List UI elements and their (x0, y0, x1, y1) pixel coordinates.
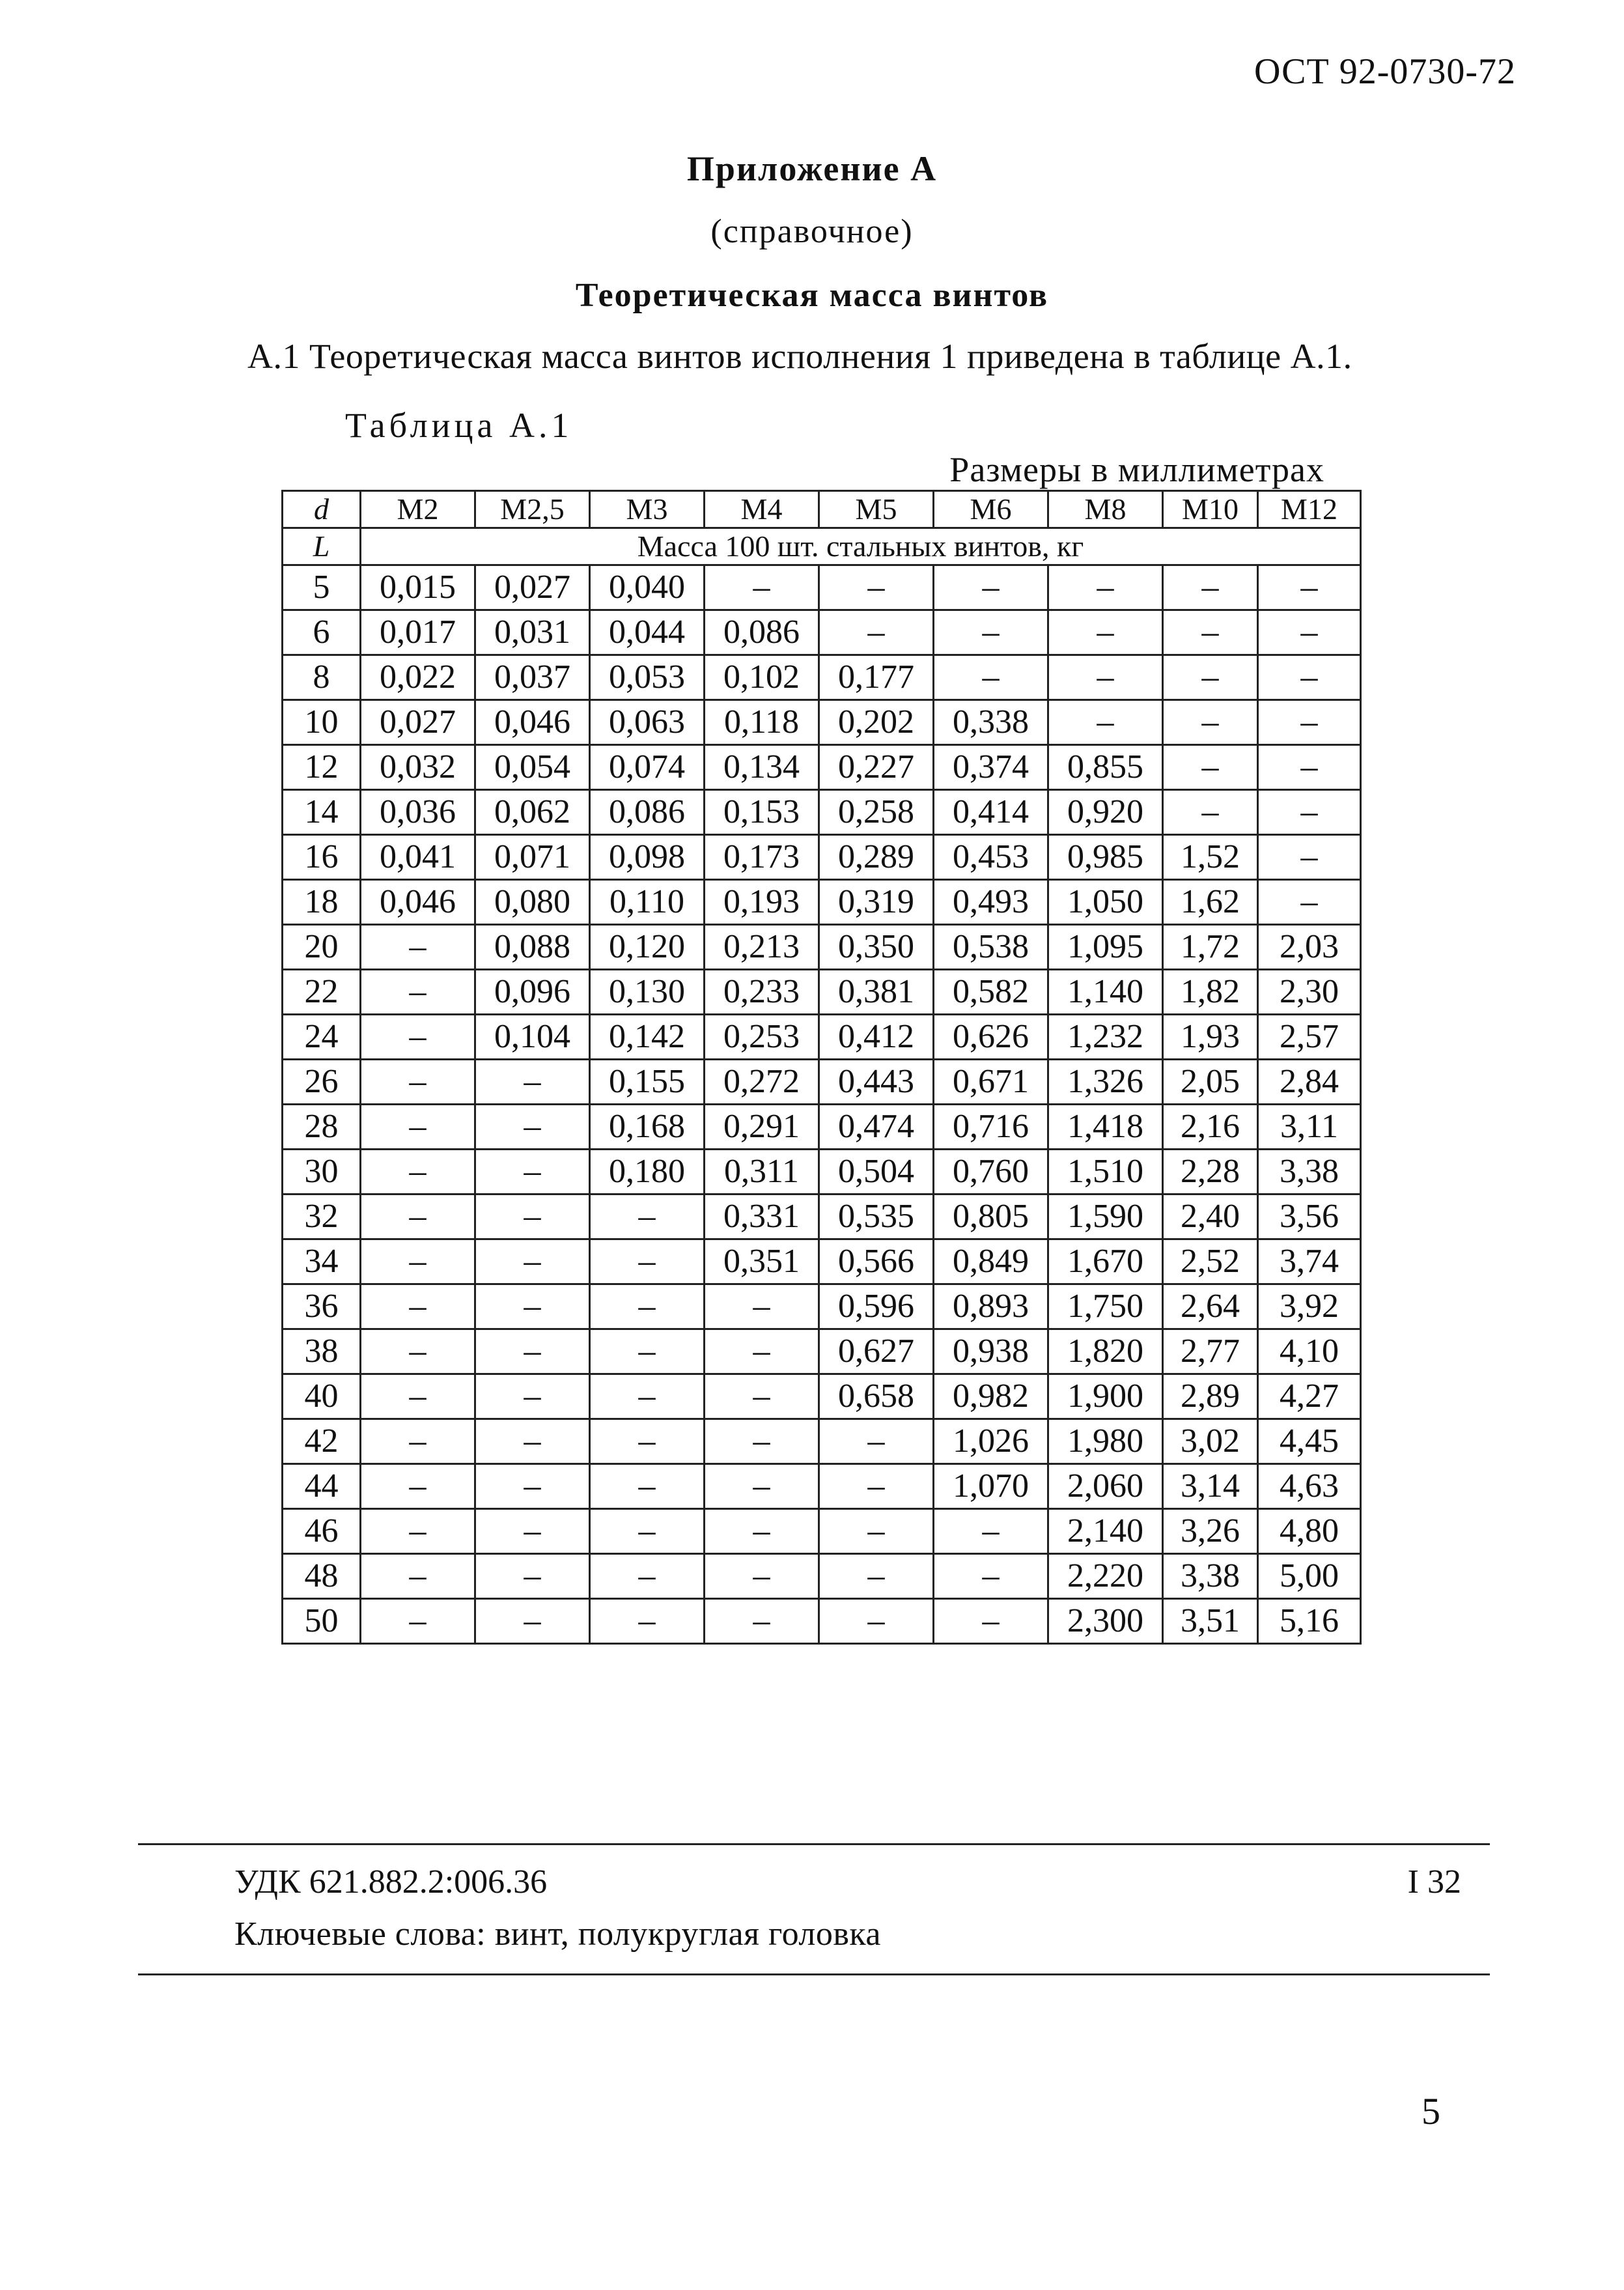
table-row (283, 1105, 1361, 1150)
mass-cell: 2,77 (1163, 1329, 1258, 1374)
mass-cell: 0,074 (590, 745, 705, 790)
section-title: Теоретическая масса винтов (575, 277, 1049, 314)
mass-cell: – (590, 1284, 705, 1329)
mass-cell: – (705, 1284, 819, 1329)
mass-cell: 0,805 (934, 1194, 1048, 1239)
mass-cell: 2,300 (1048, 1599, 1163, 1644)
mass-cell: 1,820 (1048, 1329, 1163, 1374)
mass-cell: 2,40 (1163, 1194, 1258, 1239)
mass-cell: 0,258 (819, 790, 934, 835)
length-cell: 6 (283, 610, 361, 655)
mass-cell: 0,381 (819, 970, 934, 1015)
mass-cell: – (590, 1509, 705, 1554)
mass-cell: – (361, 1599, 475, 1644)
mass-cell: – (475, 1374, 590, 1419)
mass-cell: 2,03 (1258, 925, 1361, 970)
mass-cell: – (1258, 835, 1361, 880)
length-cell: 48 (283, 1554, 361, 1599)
mass-cell: – (361, 1284, 475, 1329)
mass-cell: 1,82 (1163, 970, 1258, 1015)
table-row (283, 745, 1361, 790)
mass-cell: – (590, 1554, 705, 1599)
length-cell: 18 (283, 880, 361, 925)
mass-cell: 0,041 (361, 835, 475, 880)
mass-cell: 0,849 (934, 1239, 1048, 1284)
column-header-cell: М8 (1048, 491, 1163, 528)
mass-cell: 0,173 (705, 835, 819, 880)
mass-cell: 4,63 (1258, 1464, 1361, 1509)
mass-cell: – (705, 1554, 819, 1599)
appendix-type: (справочное) (710, 213, 914, 250)
mass-cell: 0,443 (819, 1060, 934, 1105)
length-cell: 8 (283, 655, 361, 700)
mass-cell: 0,142 (590, 1015, 705, 1060)
mass-cell: 0,017 (361, 610, 475, 655)
length-cell: 46 (283, 1509, 361, 1554)
mass-cell: 1,232 (1048, 1015, 1163, 1060)
table-row (283, 1374, 1361, 1419)
mass-cell: 0,716 (934, 1105, 1048, 1150)
mass-cell: 0,982 (934, 1374, 1048, 1419)
mass-cell: 0,350 (819, 925, 934, 970)
mass-cell: 0,331 (705, 1194, 819, 1239)
length-cell: 24 (283, 1015, 361, 1060)
mass-cell: 0,311 (705, 1150, 819, 1194)
mass-cell: 0,037 (475, 655, 590, 700)
mass-cell: 0,535 (819, 1194, 934, 1239)
mass-cell: – (819, 1554, 934, 1599)
length-cell: 34 (283, 1239, 361, 1284)
table-row (283, 1150, 1361, 1194)
table-subheader-row (283, 528, 1361, 565)
mass-cell: 1,026 (934, 1419, 1048, 1464)
mass-cell: 0,180 (590, 1150, 705, 1194)
mass-cell: – (1258, 790, 1361, 835)
mass-cell: – (1048, 565, 1163, 610)
length-cell: 22 (283, 970, 361, 1015)
mass-cell: 0,227 (819, 745, 934, 790)
mass-cell: 1,750 (1048, 1284, 1163, 1329)
mass-cell: 3,26 (1163, 1509, 1258, 1554)
mass-cell: 0,032 (361, 745, 475, 790)
mass-cell: – (361, 1015, 475, 1060)
mass-cell: 1,326 (1048, 1060, 1163, 1105)
mass-cell: 0,626 (934, 1015, 1048, 1060)
mass-cell: – (475, 1554, 590, 1599)
mass-cell: – (590, 1239, 705, 1284)
column-header-cell: М3 (590, 491, 705, 528)
length-cell: 44 (283, 1464, 361, 1509)
column-header-cell: М10 (1163, 491, 1258, 528)
mass-cell: – (1258, 610, 1361, 655)
mass-cell: 2,060 (1048, 1464, 1163, 1509)
mass-cell: 3,02 (1163, 1419, 1258, 1464)
mass-cell: 0,120 (590, 925, 705, 970)
mass-cell: 0,040 (590, 565, 705, 610)
mass-cell: 1,72 (1163, 925, 1258, 970)
mass-cell: 0,289 (819, 835, 934, 880)
mass-cell: 0,086 (590, 790, 705, 835)
length-cell: 5 (283, 565, 361, 610)
mass-cell: 2,220 (1048, 1554, 1163, 1599)
mass-cell: 0,272 (705, 1060, 819, 1105)
mass-cell: – (475, 1509, 590, 1554)
column-header-cell: М6 (934, 491, 1048, 528)
mass-cell: – (1258, 880, 1361, 925)
mass-cell: 0,893 (934, 1284, 1048, 1329)
mass-cell: – (590, 1329, 705, 1374)
mass-cell: 2,84 (1258, 1060, 1361, 1105)
mass-cell: – (361, 1150, 475, 1194)
mass-cell: 0,153 (705, 790, 819, 835)
mass-cell: – (475, 1284, 590, 1329)
table-row (283, 1554, 1361, 1599)
mass-cell: 3,11 (1258, 1105, 1361, 1150)
footer-bottom-rule (138, 1973, 1490, 1975)
mass-cell: 1,900 (1048, 1374, 1163, 1419)
mass-cell: – (361, 1464, 475, 1509)
table-row (283, 1239, 1361, 1284)
mass-cell: 0,504 (819, 1150, 934, 1194)
mass-cell: 0,098 (590, 835, 705, 880)
mass-cell: 2,57 (1258, 1015, 1361, 1060)
mass-cell: 3,14 (1163, 1464, 1258, 1509)
mass-cell: 1,070 (934, 1464, 1048, 1509)
mass-cell: – (475, 1105, 590, 1150)
mass-cell: 2,64 (1163, 1284, 1258, 1329)
mass-cell: – (705, 1599, 819, 1644)
mass-cell: 0,193 (705, 880, 819, 925)
table-row (283, 1599, 1361, 1644)
table-row (283, 970, 1361, 1015)
mass-cell: 1,52 (1163, 835, 1258, 880)
mass-cell: 0,104 (475, 1015, 590, 1060)
mass-cell: 4,10 (1258, 1329, 1361, 1374)
mass-cell: 1,670 (1048, 1239, 1163, 1284)
mass-cell: – (361, 1419, 475, 1464)
mass-cell: 1,62 (1163, 880, 1258, 925)
mass-cell: – (361, 925, 475, 970)
footer-udk: УДК 621.882.2:006.36 (234, 1863, 548, 1901)
table-row (283, 1015, 1361, 1060)
mass-cell: – (475, 1150, 590, 1194)
length-cell: 28 (283, 1105, 361, 1150)
mass-table (281, 490, 1362, 1645)
mass-cell: 1,93 (1163, 1015, 1258, 1060)
mass-cell: – (361, 970, 475, 1015)
mass-cell: – (934, 655, 1048, 700)
mass-cell: 3,56 (1258, 1194, 1361, 1239)
mass-cell: 0,086 (705, 610, 819, 655)
page-number: 5 (1421, 2090, 1440, 2132)
mass-cell: – (1163, 610, 1258, 655)
mass-cell: 0,063 (590, 700, 705, 745)
mass-cell: – (705, 1509, 819, 1554)
table-row (283, 1509, 1361, 1554)
length-cell: 12 (283, 745, 361, 790)
mass-cell: 0,168 (590, 1105, 705, 1150)
table-row (283, 565, 1361, 610)
mass-cell: – (934, 1554, 1048, 1599)
appendix-title: Приложение А (686, 149, 938, 188)
document-code: ОСТ 92-0730-72 (1254, 51, 1516, 92)
mass-cell: – (590, 1194, 705, 1239)
mass-cell: 0,155 (590, 1060, 705, 1105)
mass-cell: – (934, 610, 1048, 655)
mass-cell: 0,414 (934, 790, 1048, 835)
l-header-cell: L (283, 528, 361, 565)
mass-cell: 0,027 (475, 565, 590, 610)
table-row (283, 610, 1361, 655)
mass-cell: – (475, 1464, 590, 1509)
mass-cell: – (1258, 565, 1361, 610)
mass-cell: 0,015 (361, 565, 475, 610)
length-cell: 36 (283, 1284, 361, 1329)
mass-cell: 1,418 (1048, 1105, 1163, 1150)
mass-cell: – (705, 1329, 819, 1374)
mass-cell: – (361, 1374, 475, 1419)
mass-cell: 0,453 (934, 835, 1048, 880)
table-row (283, 700, 1361, 745)
mass-cell: 0,855 (1048, 745, 1163, 790)
mass-cell: 1,590 (1048, 1194, 1163, 1239)
mass-cell: 0,213 (705, 925, 819, 970)
table-row (283, 1194, 1361, 1239)
mass-cell: 1,140 (1048, 970, 1163, 1015)
mass-cell: – (361, 1239, 475, 1284)
mass-cell: 0,319 (819, 880, 934, 925)
mass-cell: – (1163, 745, 1258, 790)
table-row (283, 1284, 1361, 1329)
mass-cell: 0,134 (705, 745, 819, 790)
mass-cell: – (819, 1464, 934, 1509)
mass-cell: – (1258, 655, 1361, 700)
mass-cell: 4,27 (1258, 1374, 1361, 1419)
mass-cell: 0,046 (361, 880, 475, 925)
mass-cell: 5,00 (1258, 1554, 1361, 1599)
mass-cell: 2,52 (1163, 1239, 1258, 1284)
mass-cell: 2,28 (1163, 1150, 1258, 1194)
intro-paragraph: А.1 Теоретическая масса винтов исполнения 1 приведена в таблице А.1. (247, 337, 1352, 376)
column-header-cell: М5 (819, 491, 934, 528)
mass-cell: 5,16 (1258, 1599, 1361, 1644)
mass-cell: 0,412 (819, 1015, 934, 1060)
mass-cell: – (1258, 700, 1361, 745)
mass-cell: 2,16 (1163, 1105, 1258, 1150)
mass-cell: – (1258, 745, 1361, 790)
d-header-cell: d (283, 491, 361, 528)
mass-cell: 0,291 (705, 1105, 819, 1150)
mass-cell: – (361, 1329, 475, 1374)
mass-cell: 0,036 (361, 790, 475, 835)
mass-cell: 4,45 (1258, 1419, 1361, 1464)
length-cell: 40 (283, 1374, 361, 1419)
mass-cell: – (1163, 700, 1258, 745)
mass-cell: 0,027 (361, 700, 475, 745)
units-note: Размеры в миллиметрах (949, 450, 1324, 489)
mass-cell: 0,088 (475, 925, 590, 970)
mass-cell: – (934, 565, 1048, 610)
mass-cell: 0,096 (475, 970, 590, 1015)
mass-cell: – (1163, 565, 1258, 610)
mass-cell: 0,351 (705, 1239, 819, 1284)
footer-keywords: Ключевые слова: винт, полукруглая головка (234, 1915, 881, 1953)
mass-header-cell: Масса 100 шт. стальных винтов, кг (361, 528, 1361, 565)
length-cell: 26 (283, 1060, 361, 1105)
mass-cell: – (934, 1509, 1048, 1554)
mass-cell: 0,054 (475, 745, 590, 790)
mass-cell: 0,658 (819, 1374, 934, 1419)
column-header-cell: М4 (705, 491, 819, 528)
mass-cell: 0,985 (1048, 835, 1163, 880)
mass-cell: – (1163, 655, 1258, 700)
footer-code: I 32 (1407, 1863, 1461, 1901)
mass-cell: 0,233 (705, 970, 819, 1015)
mass-cell: – (934, 1599, 1048, 1644)
mass-cell: 0,671 (934, 1060, 1048, 1105)
mass-cell: 0,071 (475, 835, 590, 880)
mass-cell: 0,582 (934, 970, 1048, 1015)
table-row (283, 1464, 1361, 1509)
mass-cell: – (590, 1599, 705, 1644)
mass-cell: 0,044 (590, 610, 705, 655)
mass-cell: – (590, 1419, 705, 1464)
mass-cell: 0,596 (819, 1284, 934, 1329)
mass-cell: – (1048, 655, 1163, 700)
mass-cell: 4,80 (1258, 1509, 1361, 1554)
mass-cell: – (590, 1374, 705, 1419)
mass-cell: 0,046 (475, 700, 590, 745)
mass-cell: – (361, 1509, 475, 1554)
table-row (283, 1060, 1361, 1105)
mass-cell: 0,053 (590, 655, 705, 700)
mass-cell: 3,74 (1258, 1239, 1361, 1284)
mass-cell: – (1048, 610, 1163, 655)
mass-cell: 0,253 (705, 1015, 819, 1060)
mass-cell: 3,38 (1163, 1554, 1258, 1599)
column-header-cell: М2,5 (475, 491, 590, 528)
mass-cell: 0,202 (819, 700, 934, 745)
mass-cell: 2,05 (1163, 1060, 1258, 1105)
mass-cell: – (1163, 790, 1258, 835)
mass-cell: – (475, 1419, 590, 1464)
table-row (283, 925, 1361, 970)
mass-cell: – (819, 1419, 934, 1464)
mass-cell: 0,538 (934, 925, 1048, 970)
mass-cell: 3,38 (1258, 1150, 1361, 1194)
table-caption: Таблица А.1 (345, 406, 573, 445)
mass-cell: – (705, 1464, 819, 1509)
table-row (283, 1419, 1361, 1464)
table-header-row (283, 491, 1361, 528)
length-cell: 38 (283, 1329, 361, 1374)
mass-cell: – (475, 1599, 590, 1644)
mass-cell: – (819, 565, 934, 610)
table-row (283, 1329, 1361, 1374)
mass-cell: 1,095 (1048, 925, 1163, 970)
mass-cell: 2,89 (1163, 1374, 1258, 1419)
mass-cell: 3,51 (1163, 1599, 1258, 1644)
length-cell: 14 (283, 790, 361, 835)
mass-cell: 0,338 (934, 700, 1048, 745)
mass-cell: 1,510 (1048, 1150, 1163, 1194)
mass-cell: – (819, 610, 934, 655)
mass-cell: 0,938 (934, 1329, 1048, 1374)
mass-cell: 1,980 (1048, 1419, 1163, 1464)
table-row (283, 655, 1361, 700)
mass-cell: – (475, 1239, 590, 1284)
table-row (283, 790, 1361, 835)
mass-cell: 0,566 (819, 1239, 934, 1284)
mass-cell: 0,118 (705, 700, 819, 745)
column-header-cell: М2 (361, 491, 475, 528)
mass-cell: 0,110 (590, 880, 705, 925)
mass-cell: 0,760 (934, 1150, 1048, 1194)
mass-cell: 0,130 (590, 970, 705, 1015)
mass-cell: 0,062 (475, 790, 590, 835)
mass-cell: – (590, 1464, 705, 1509)
mass-cell: – (1048, 700, 1163, 745)
mass-cell: 2,30 (1258, 970, 1361, 1015)
mass-cell: – (705, 565, 819, 610)
mass-cell: 0,920 (1048, 790, 1163, 835)
mass-cell: 3,92 (1258, 1284, 1361, 1329)
mass-cell: 0,080 (475, 880, 590, 925)
mass-cell: – (475, 1194, 590, 1239)
mass-cell: 0,102 (705, 655, 819, 700)
length-cell: 16 (283, 835, 361, 880)
length-cell: 10 (283, 700, 361, 745)
mass-cell: 0,031 (475, 610, 590, 655)
mass-cell: – (475, 1060, 590, 1105)
mass-cell: 0,627 (819, 1329, 934, 1374)
length-cell: 30 (283, 1150, 361, 1194)
column-header-cell: М12 (1258, 491, 1361, 528)
mass-cell: – (705, 1374, 819, 1419)
table-row (283, 880, 1361, 925)
mass-cell: 0,493 (934, 880, 1048, 925)
mass-cell: – (819, 1599, 934, 1644)
length-cell: 20 (283, 925, 361, 970)
mass-cell: – (361, 1060, 475, 1105)
length-cell: 42 (283, 1419, 361, 1464)
mass-cell: 0,177 (819, 655, 934, 700)
mass-cell: – (475, 1329, 590, 1374)
mass-cell: 0,374 (934, 745, 1048, 790)
mass-cell: – (361, 1105, 475, 1150)
mass-cell: 1,050 (1048, 880, 1163, 925)
mass-cell: 2,140 (1048, 1509, 1163, 1554)
length-cell: 32 (283, 1194, 361, 1239)
mass-cell: – (361, 1554, 475, 1599)
mass-cell: 0,474 (819, 1105, 934, 1150)
footer-top-rule (138, 1843, 1490, 1845)
mass-cell: – (361, 1194, 475, 1239)
length-cell: 50 (283, 1599, 361, 1644)
table-row (283, 835, 1361, 880)
mass-cell: – (705, 1419, 819, 1464)
mass-cell: – (819, 1509, 934, 1554)
mass-cell: 0,022 (361, 655, 475, 700)
